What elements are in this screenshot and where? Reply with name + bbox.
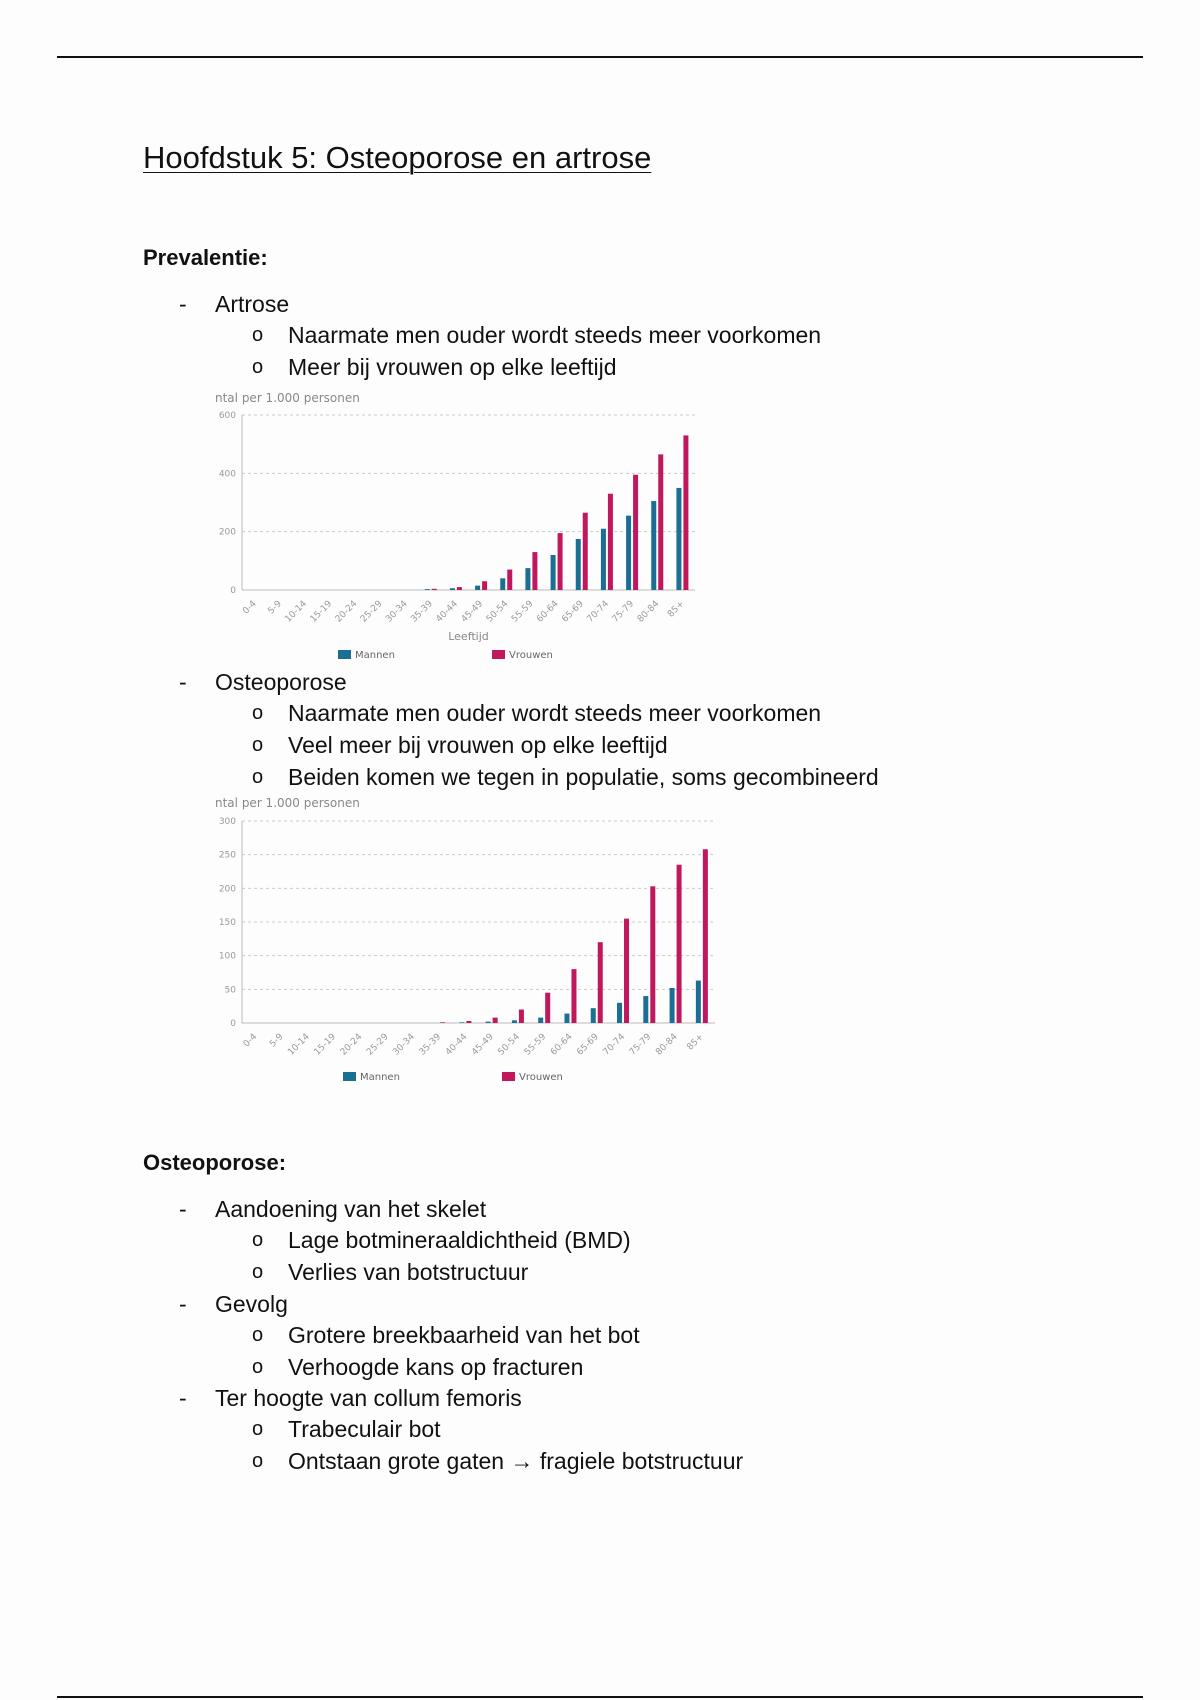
bar-mannen	[676, 488, 681, 590]
x-tick-label: 55-59	[509, 599, 536, 625]
list-item-label: Aandoening van het skelet	[215, 1196, 487, 1222]
bar-mannen	[450, 588, 455, 590]
x-tick-label: 75-79	[627, 1032, 654, 1058]
sub-list-item-label: Beiden komen we tegen in populatie, soms gecombineerd	[288, 764, 879, 790]
x-tick-label: 20-24	[338, 1032, 365, 1058]
legend-swatch-mannen	[343, 1072, 356, 1081]
sub-list-item-label: Trabeculair bot	[288, 1416, 441, 1442]
sub-list-item-label: Grotere breekbaarheid van het bot	[288, 1322, 640, 1348]
y-tick-label: 100	[218, 951, 236, 962]
bar-vrouwen	[583, 513, 588, 590]
bar-vrouwen	[440, 1022, 445, 1023]
section-heading-prevalentie: Prevalentie:	[143, 245, 268, 270]
circle-bullet: o	[252, 1261, 264, 1283]
bar-vrouwen	[683, 435, 688, 590]
sub-list-item-label: Veel meer bij vrouwen op elke leeftijd	[288, 732, 668, 758]
sub-list-item-label: Meer bij vrouwen op elke leeftijd	[288, 354, 617, 380]
legend-swatch-vrouwen	[492, 650, 505, 659]
x-tick-label: 65-69	[575, 1032, 601, 1058]
bar-mannen	[564, 1014, 569, 1023]
circle-bullet: o	[252, 734, 264, 756]
legend-label-mannen: Mannen	[360, 1072, 400, 1083]
x-tick-label: 70-74	[585, 599, 612, 625]
bar-mannen	[617, 1003, 622, 1023]
x-tick-label: 45-49	[470, 1032, 496, 1058]
circle-bullet: o	[252, 1356, 264, 1378]
y-tick-label: 300	[218, 817, 236, 827]
bar-vrouwen	[650, 886, 655, 1023]
circle-bullet: o	[252, 1450, 264, 1472]
sub-list-item-label: Lage botmineraaldichtheid (BMD)	[288, 1227, 631, 1253]
bar-mannen	[475, 586, 480, 590]
x-tick-label: 75-79	[610, 599, 637, 625]
sub-list-item-label: Verlies van botstructuur	[288, 1259, 529, 1285]
x-tick-label: 35-39	[409, 599, 435, 625]
bar-vrouwen	[598, 942, 603, 1023]
x-tick-label: 10-14	[283, 599, 310, 625]
list-item-label: Gevolg	[215, 1291, 288, 1317]
sub-list-item-label: Verhoogde kans op fracturen	[288, 1354, 584, 1380]
x-tick-label: 5-9	[266, 599, 284, 617]
bar-vrouwen	[558, 533, 563, 590]
sub-list-item-label: Naarmate men ouder wordt steeds meer voorkomen	[288, 700, 822, 726]
circle-bullet: o	[252, 1324, 264, 1346]
x-tick-label: 80-84	[635, 599, 662, 625]
legend-swatch-mannen	[338, 650, 351, 659]
circle-bullet: o	[252, 702, 264, 724]
sub-list-item-label: Ontstaan grote gaten → fragiele botstructuur	[288, 1448, 744, 1474]
bar-vrouwen	[519, 1010, 524, 1023]
osteoporose-prevalence-chart	[215, 795, 760, 1085]
y-tick-label: 250	[218, 850, 236, 861]
x-tick-label: 85+	[666, 599, 687, 620]
x-tick-label: 0-4	[241, 1032, 260, 1050]
y-tick-label: 400	[218, 469, 236, 480]
x-tick-label: 60-64	[549, 1032, 575, 1058]
x-tick-label: 20-24	[333, 599, 360, 625]
bar-mannen	[591, 1008, 596, 1023]
top-rule	[57, 56, 1143, 58]
y-tick-label: 0	[230, 1019, 236, 1029]
x-tick-label: 45-49	[459, 599, 486, 625]
y-tick-label: 50	[224, 985, 236, 996]
section-heading-osteoporose: Osteoporose:	[143, 1150, 287, 1175]
x-tick-label: 80-84	[654, 1032, 680, 1058]
x-tick-label: 50-54	[496, 1032, 523, 1058]
y-tick-label: 150	[218, 918, 236, 928]
chart-svg	[215, 795, 760, 1085]
x-tick-label: 60-64	[535, 599, 561, 625]
x-tick-label: 15-19	[312, 1032, 339, 1058]
circle-bullet: o	[252, 766, 264, 788]
y-tick-label: 200	[218, 527, 236, 538]
x-tick-label: 30-34	[391, 1032, 417, 1058]
chart-title: ntal per 1.000 personen	[215, 391, 360, 405]
bar-vrouwen	[658, 454, 663, 590]
circle-bullet: o	[252, 1229, 264, 1251]
bar-mannen	[538, 1018, 543, 1023]
bar-mannen	[459, 1022, 464, 1023]
legend-label-vrouwen: Vrouwen	[519, 1072, 563, 1083]
x-tick-label: 70-74	[601, 1032, 628, 1058]
x-tick-label: 85+	[685, 1032, 706, 1053]
bar-mannen	[696, 981, 701, 1023]
x-axis-label: Leeftijd	[448, 630, 489, 643]
x-tick-label: 30-34	[384, 599, 410, 625]
page-title: Hoofdstuk 5: Osteoporose en artrose	[143, 140, 652, 175]
bar-mannen	[551, 555, 556, 590]
dash-bullet: -	[179, 669, 187, 695]
dash-bullet: -	[179, 291, 187, 317]
circle-bullet: o	[252, 1418, 264, 1440]
bar-mannen	[626, 516, 631, 590]
y-tick-label: 200	[218, 884, 236, 895]
y-tick-label: 600	[218, 411, 236, 421]
bar-vrouwen	[457, 587, 462, 590]
dash-bullet: -	[179, 1385, 187, 1411]
x-tick-label: 65-69	[560, 599, 586, 625]
list-item-label: Ter hoogte van collum femoris	[215, 1385, 522, 1411]
bar-mannen	[643, 996, 648, 1023]
bar-vrouwen	[493, 1018, 498, 1023]
legend-swatch-vrouwen	[502, 1072, 515, 1081]
y-tick-label: 0	[230, 586, 236, 596]
bar-mannen	[525, 568, 530, 590]
x-tick-label: 35-39	[417, 1032, 444, 1058]
x-tick-label: 40-44	[443, 1032, 470, 1058]
x-tick-label: 5-9	[268, 1032, 286, 1050]
bar-mannen	[512, 1020, 517, 1023]
x-tick-label: 25-29	[358, 599, 385, 625]
x-tick-label: 40-44	[434, 599, 461, 625]
legend-label-vrouwen: Vrouwen	[509, 650, 553, 661]
dash-bullet: -	[179, 1291, 187, 1317]
x-tick-label: 10-14	[286, 1032, 312, 1058]
bar-vrouwen	[703, 849, 708, 1023]
bar-vrouwen	[532, 552, 537, 590]
artrose-prevalence-chart	[215, 390, 745, 668]
bar-mannen	[601, 529, 606, 590]
bar-vrouwen	[432, 589, 437, 590]
circle-bullet: o	[252, 356, 264, 378]
bar-vrouwen	[677, 865, 682, 1023]
bar-vrouwen	[624, 919, 629, 1023]
chart-svg	[215, 390, 745, 668]
bar-vrouwen	[633, 475, 638, 590]
chart-title: ntal per 1.000 personen	[215, 796, 360, 810]
bar-mannen	[670, 988, 675, 1023]
bar-vrouwen	[466, 1021, 471, 1023]
x-tick-label: 50-54	[484, 599, 511, 625]
bar-vrouwen	[545, 993, 550, 1023]
bar-mannen	[576, 539, 581, 590]
bar-mannen	[651, 501, 656, 590]
list-item-label: Artrose	[215, 291, 290, 317]
list-item-label: Osteoporose	[215, 669, 347, 695]
bar-mannen	[500, 578, 505, 590]
sub-list-item-label: Naarmate men ouder wordt steeds meer voorkomen	[288, 322, 822, 348]
bottom-rule	[57, 1696, 1143, 1698]
bar-vrouwen	[571, 969, 576, 1023]
x-tick-label: 55-59	[522, 1032, 549, 1058]
bar-mannen	[486, 1022, 491, 1023]
bar-vrouwen	[608, 494, 613, 590]
dash-bullet: -	[179, 1196, 187, 1222]
x-tick-label: 15-19	[308, 599, 335, 625]
x-tick-label: 0-4	[241, 599, 259, 617]
circle-bullet: o	[252, 324, 264, 346]
bar-vrouwen	[507, 570, 512, 590]
legend-label-mannen: Mannen	[355, 650, 395, 661]
x-tick-label: 25-29	[365, 1032, 391, 1058]
bar-mannen	[425, 589, 430, 590]
bar-vrouwen	[482, 581, 487, 590]
